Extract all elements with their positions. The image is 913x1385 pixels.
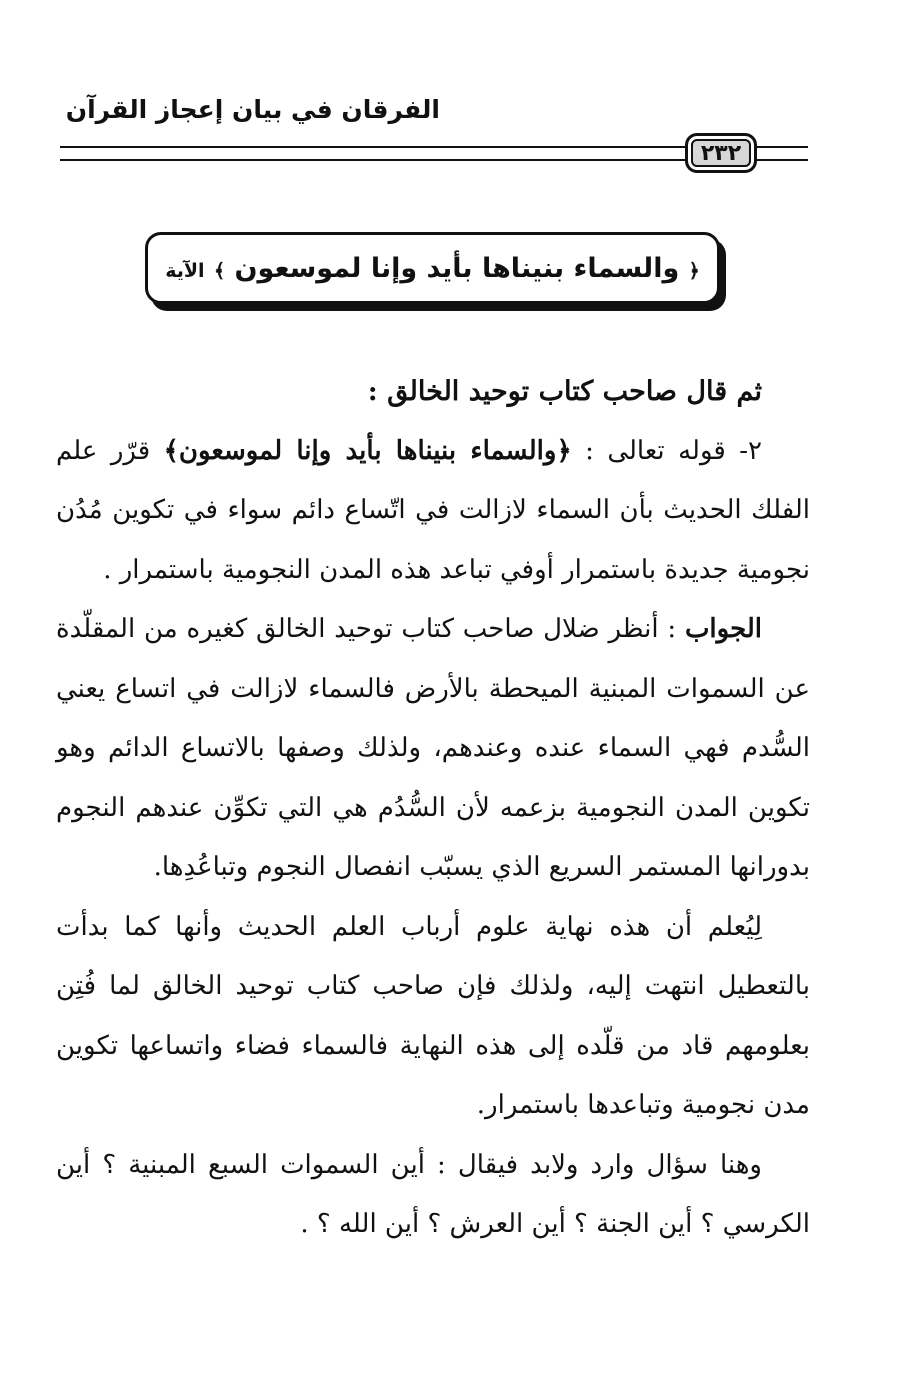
heading-open-bracket: ﴿	[688, 259, 700, 282]
paragraph-2-rest: : أنظر ضلال صاحب كتاب توحيد الخالق كغيره من المقلّدة عن السموات المبنية الميحطة بالأرض فالسماء لازالت في اتساع يعني السُّدم فهي السماء عنده وعندهم، ولذلك وصفها بالاتساع الدائم وهو تكوين المدن النجومية بزعمه لأن السُّدُم هي التي تكوِّن عندهم النجوم بدورانها المستمر السريع الذي يسبّب انفصال النجوم وتباعُدِها.	[56, 614, 810, 882]
paragraph-2	[56, 600, 810, 898]
section-heading	[165, 253, 700, 284]
answer-label: الجواب	[684, 614, 762, 644]
heading-verse: والسماء بنيناها بأيد وإنا لموسعون	[234, 252, 680, 284]
heading-close-bracket: ﴾	[213, 259, 226, 282]
section-heading-box	[145, 232, 720, 304]
intro-line: ثم قال صاحب كتاب توحيد الخالق :	[367, 376, 762, 407]
paragraph-1	[56, 422, 810, 601]
paragraph-3: لِيُعلم أن هذه نهاية علوم أرباب العلم الحديث وأنها كما بدأت بالتعطيل انتهت إليه، ولذلك فإن صاحب كتاب توحيد الخالق لما فُتِن بعلومهم قاد من قلّده إلى هذه النهاية فالسماء فضاء واتساعها تكوين مدن نجومية وتباعدها باستمرار.	[56, 911, 810, 1120]
page-number: ٢٣٢	[700, 140, 742, 166]
body-text	[56, 362, 810, 1255]
paragraph-1-verse: ﴿والسماء بنيناها بأيد وإنا لموسعون﴾	[163, 435, 572, 466]
paragraph-4: وهنا سؤال وارد ولابد فيقال : أين السموات السبع المبنية ؟ أين الكرسي ؟ أين الجنة ؟ أين العرش ؟ أين الله ؟ .	[56, 1149, 810, 1239]
heading-suffix: الآية	[165, 259, 205, 282]
header-rule-left-top	[60, 146, 685, 148]
paragraph-1-rest: قرّر علم الفلك الحديث بأن السماء لازالت في اتّساع دائم سواء في تكوين مُدُن نجومية جديدة باستمرار أوفي تباعد هذه المدن النجومية باستمرار .	[56, 435, 810, 585]
header-rule-left-bottom	[60, 159, 685, 161]
page-number-box	[685, 133, 757, 173]
header-rule-right-top	[757, 146, 808, 148]
paragraph-1-prefix: ٢- قوله تعالى :	[571, 435, 763, 466]
running-title: الفرقان في بيان إعجاز القرآن	[65, 95, 440, 124]
header-rule-right-bottom	[757, 159, 808, 161]
